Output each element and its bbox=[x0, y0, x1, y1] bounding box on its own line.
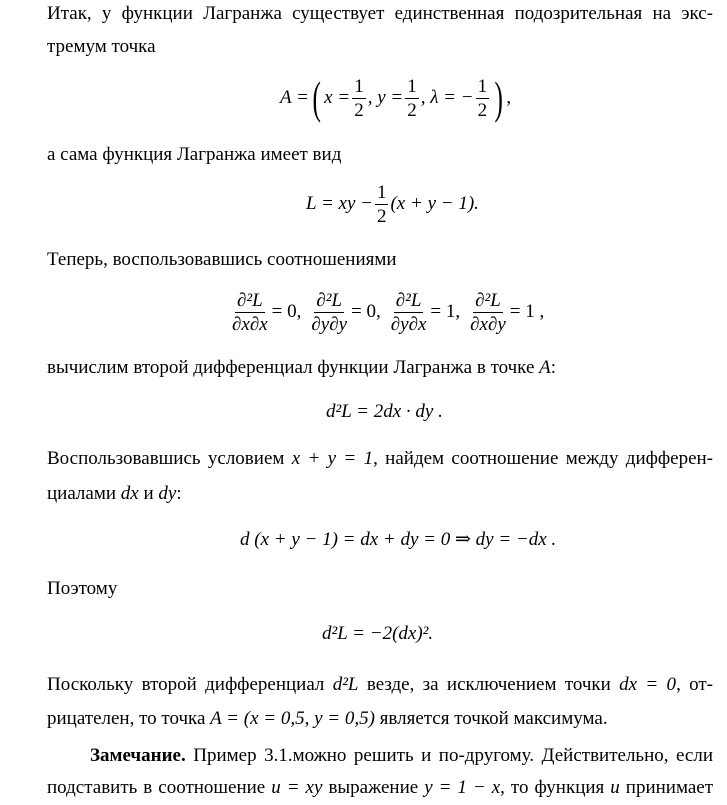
right-paren: ) bbox=[494, 72, 503, 123]
deriv-yy: $\frac{\text{∂²L}}{\partial y\partial y}$ bbox=[311, 289, 348, 335]
formula-d2L-second: d²L = −2(dx)². bbox=[322, 623, 434, 644]
formula-point-A bbox=[280, 72, 512, 123]
deriv-xy: $\frac{\text{∂²L}}{\partial x\partial y}$ bbox=[470, 289, 506, 335]
deriv-yx-value: = 1, bbox=[430, 301, 461, 322]
fraction-x: $\frac{1}{2}$ bbox=[354, 75, 364, 121]
point-A-comma: , bbox=[506, 87, 512, 108]
paragraph-7-line-1: Поскольку второй дифференциал d²L везде, за исключением точки dx = 0, от- bbox=[47, 674, 714, 695]
paragraph-1-line-2: тремум точка bbox=[47, 36, 156, 57]
paragraph-3: Теперь, воспользовавшись соотношениями bbox=[47, 249, 397, 270]
paragraph-1-line-1: Итак, у функции Лагранжа существует единственная подозрительная на экс- bbox=[47, 3, 713, 24]
deriv-yx: $\frac{\text{∂²L}}{\partial y\partial x}$ bbox=[390, 289, 427, 335]
paragraph-2: а сама функция Лагранжа имеет вид bbox=[47, 144, 342, 165]
paragraph-6: Поэтому bbox=[47, 578, 118, 599]
deriv-yy-value: = 0, bbox=[351, 301, 381, 322]
left-paren: ( bbox=[312, 72, 321, 123]
paragraph-8-line-1: Замечание. Пример 3.1.можно решить и по-другому. Действительно, если bbox=[90, 745, 713, 766]
point-A-x-label: x = bbox=[324, 87, 351, 108]
point-A-y-label: , y = bbox=[367, 87, 404, 108]
lagrangian-lhs: L = xy − bbox=[306, 193, 373, 214]
formula-constraint: d (x + y − 1) = dx + dy = 0 ⇒ dy = −dx . bbox=[240, 529, 557, 550]
fraction-y: $\frac{1}{2}$ bbox=[407, 75, 417, 121]
paragraph-5-line-1: Воспользовавшись условием x + y = 1, найдем соотношение между дифферен- bbox=[47, 448, 714, 469]
paragraph-5-line-2: циалами dx и dy: bbox=[47, 483, 182, 504]
point-A-lhs: A = bbox=[280, 87, 309, 108]
paragraph-4: вычислим второй дифференциал функции Лагранжа в точке A: bbox=[47, 357, 557, 378]
fraction-lambda: $\frac{1}{2}$ bbox=[477, 75, 488, 121]
formula-second-derivatives bbox=[228, 288, 544, 336]
fraction-half: $\frac{1}{2}$ bbox=[376, 181, 387, 227]
paragraph-7-line-2: рицателен, то точка A = (x = 0,5, y = 0,5) является точкой максимума. bbox=[47, 708, 608, 729]
paragraph-8-line-2: подставить в соотношение u = xy выражение y = 1 − x, то функция u принимает bbox=[47, 777, 714, 798]
point-A-lambda-label: , λ = − bbox=[420, 87, 474, 108]
remark-label: Замечание. bbox=[90, 745, 186, 766]
formula-d2L-first: d²L = 2dx · dy . bbox=[326, 401, 443, 422]
lagrangian-rest: (x + y − 1). bbox=[390, 193, 479, 214]
deriv-xx-value: = 0, bbox=[271, 301, 302, 322]
formula-lagrangian bbox=[306, 182, 479, 226]
deriv-xy-value: = 1 , bbox=[509, 301, 545, 322]
deriv-xx: $\frac{\text{∂²L}}{\partial x\partial x}$ bbox=[232, 289, 268, 335]
